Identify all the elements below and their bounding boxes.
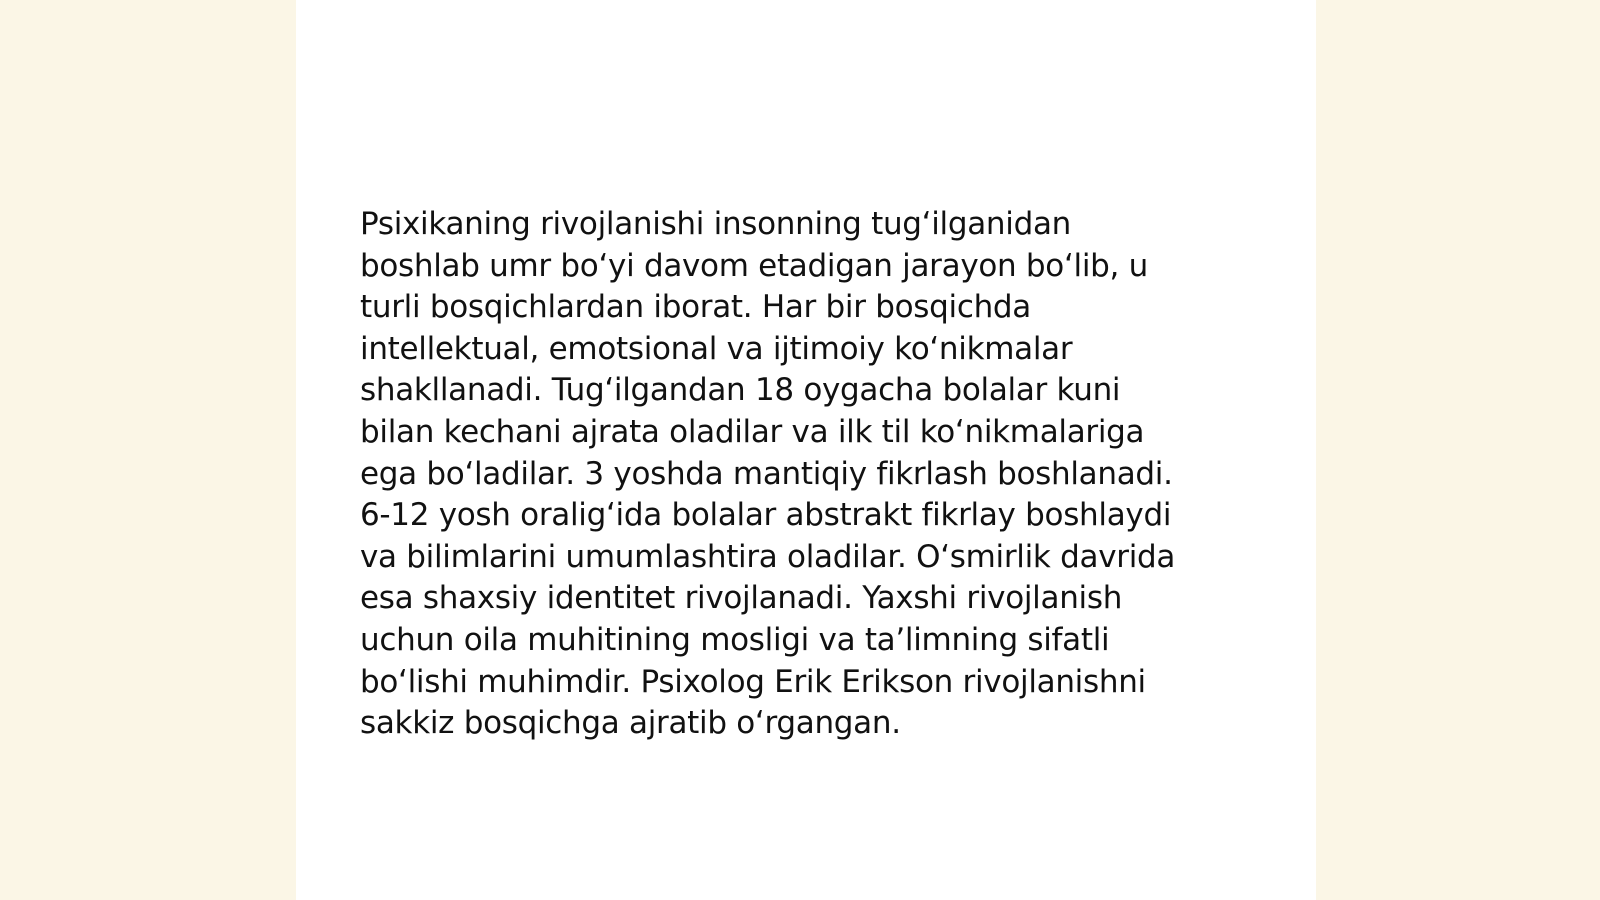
document-page [296, 0, 1316, 900]
paragraph-line: va bilimlarini umumlashtira oladilar. O‘smirlik davrida [360, 538, 1176, 575]
paragraph-line: intellektual, emotsional va ijtimoiy ko‘nikmalar [360, 330, 1073, 367]
paragraph-line: ega bo‘ladilar. 3 yoshda mantiqiy fikrlash boshlanadi. [360, 455, 1173, 492]
paragraph-line: bilan kechani ajrata oladilar va ilk til ko‘nikmalariga [360, 413, 1145, 450]
body-paragraph [360, 204, 1250, 745]
paragraph-line: sakkiz bosqichga ajratib o‘rgangan. [360, 705, 901, 742]
paragraph-line: shakllanadi. Tug‘ilgandan 18 oygacha bolalar kuni [360, 372, 1121, 409]
paragraph-line: uchun oila muhitining mosligi va ta’limning sifatli [360, 621, 1110, 658]
paragraph-line: bo‘lishi muhimdir. Psixolog Erik Erikson rivojlanishni [360, 663, 1146, 700]
paragraph-line: turli bosqichlardan iborat. Har bir bosqichda [360, 289, 1031, 326]
paragraph-line: boshlab umr bo‘yi davom etadigan jarayon bo‘lib, u [360, 247, 1148, 284]
left-margin [0, 0, 296, 900]
paragraph-line: esa shaxsiy identitet rivojlanadi. Yaxshi rivojlanish [360, 580, 1123, 617]
paragraph-line: Psixikaning rivojlanishi insonning tug‘ilganidan [360, 206, 1072, 242]
right-margin [1316, 0, 1600, 900]
paragraph-line: 6-12 yosh oralig‘ida bolalar abstrakt fikrlay boshlaydi [360, 497, 1172, 534]
